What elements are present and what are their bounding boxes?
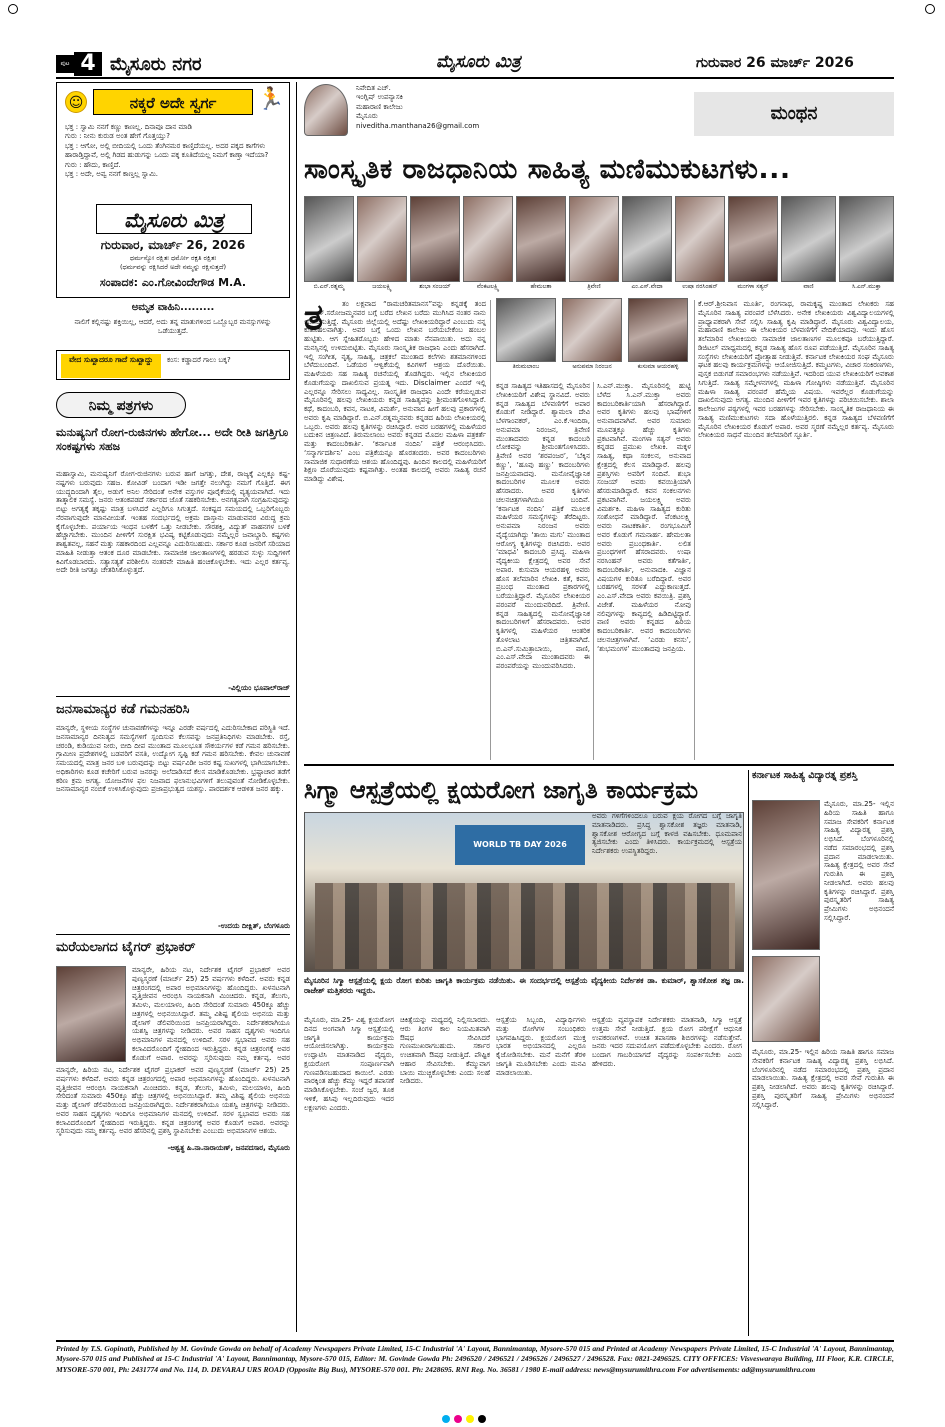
portrait [675, 196, 725, 282]
letter2-signature: -ಉದಯ ದೀಕ್ಷಿತ್, ಬೆಂಗಳೂರು [218, 922, 290, 930]
page-label: ಪುಟ [56, 55, 74, 73]
color-bar [440, 1408, 488, 1427]
portrait-caption: ಮಂಗಳಾ ಸತ್ಯನ್ [737, 283, 769, 290]
divider [56, 934, 290, 935]
tb-column-2: ಚಿಕಿತ್ಸೆಯನ್ನು ಮಧ್ಯದಲ್ಲಿ ನಿಲ್ಲಿಸಬಾರದು. ಆರು ತಿಂಗಳ ಕಾಲ ನಿಯಮಿತವಾಗಿ ಔಷಧ ಸೇವಿಸಿದರೆ ಗುಣಮುಖರಾಗಬಹುದು. ಸರ್ಕಾರ ಉಚಿತವಾಗಿ ಔಷಧ ನೀಡುತ್ತಿದೆ. ಪೌಷ್ಟಿಕ ಆಹಾರ ಸೇವಿಸಬೇಕು. ಕೆಮ್ಮುವಾಗ ಬಾಯಿ ಮುಚ್ಚಿಕೊಳ್ಳಬೇಕು ಎಂದು ಸಲಹೆ ನೀಡಿದರು. [400, 1016, 490, 1086]
letter3-signature: -ಆಶ್ವತ್ಥ ಹಿ.ನಾ.ನಾರಾಯಣ್, ಜನಪದಸಾರ, ಮೈಸೂರು [167, 1144, 290, 1152]
article-column-2: ಕನ್ನಡ ಸಾಹಿತ್ಯದ ಇತಿಹಾಸದಲ್ಲಿ ಮೈಸೂರಿನ ಲೇಖಕಿಯರಿಗೆ ವಿಶೇಷ ಸ್ಥಾನವಿದೆ. ಅವರು ಕನ್ನಡ ಸಾಹಿತ್ಯದ ಬೆಳವಣಿಗೆಗೆ ಅಪಾರ ಕೊಡುಗೆ ನೀಡಿದ್ದಾರೆ. ಶ್ಯಾಮಲಾ ದೇವಿ ಬೆಳಗಾಂವಕರ್, ಎಂ.ಕೆ.ಇಂದಿರಾ, ಅನುಪಮಾ ನಿರಂಜನ, ತ್ರಿವೇಣಿ ಮುಂತಾದವರು ಕನ್ನಡ ಕಾದಂಬರಿ ಲೋಕವನ್ನು ಶ್ರೀಮಂತಗೊಳಿಸಿದರು. ತ್ರಿವೇಣಿ ಅವರ ‘ಶರಪಂಜರ’, ‘ಬೆಕ್ಕಿನ ಕಣ್ಣು’, ‘ಹೂವು ಹಣ್ಣು’ ಕಾದಂಬರಿಗಳು ಜನಪ್ರಿಯವಾದವು. ಮನೋವೈಜ್ಞಾನಿಕ ಕಾದಂಬರಿಗಳ ಮೂಲಕ ಅವರು ಹೆಸರಾದರು. ಅವರ ಕೃತಿಗಳು ಚಲನಚಿತ್ರಗಳಾಗಿಯೂ ಬಂದಿವೆ. ‘ಕರ್ನಾಟಕ ನಂದಿನಿ’ ಪತ್ರಿಕೆ ಮೂಲಕ ಮಹಿಳೆಯರ ಸಮಸ್ಯೆಗಳನ್ನು ತೆರೆದಿಟ್ಟರು. ಅನುಪಮಾ ನಿರಂಜನ ಅವರು ವೈದ್ಯೆಯಾಗಿದ್ದು ‘ತಾಯಿ ಮಗು’ ಮುಂತಾದ ಆರೋಗ್ಯ ಕೃತಿಗಳನ್ನು ರಚಿಸಿದರು. ಅವರ ‘ಮಾಧವಿ’ ಕಾದಂಬರಿ ಪ್ರಸಿದ್ಧ. ಮಹಿಳಾ ವೈದ್ಯಕೀಯ ಕ್ಷೇತ್ರದಲ್ಲಿ ಅವರ ಸೇವೆ ಅಪಾರ. ಕುಸುಮಾ ಆಯರಹಳ್ಳಿ ಅವರು ಹೊಸ ತಲೆಮಾರಿನ ಲೇಖಕಿ. ಕತೆ, ಕವನ, ಪ್ರಬಂಧ ಮುಂತಾದ ಪ್ರಕಾರಗಳಲ್ಲಿ ಬರೆಯುತ್ತಿದ್ದಾರೆ. ಮೈಸೂರಿನ ಲೇಖಕಿಯರ ಪರಂಪರೆ ಮುಂದುವರಿದಿದೆ. ತ್ರಿವೇಣಿ. ಕನ್ನಡ ಸಾಹಿತ್ಯದಲ್ಲಿ ಮನೋವೈಜ್ಞಾನಿಕ ಕಾದಂಬರಿಗಳಿಗೆ ಹೆಸರಾದವರು. ಅವರ ಕೃತಿಗಳಲ್ಲಿ ಮಹಿಳೆಯರ ಆಂತರಿಕ ತೊಳಲಾಟ ಚಿತ್ರಿತವಾಗಿದೆ. ಬಿ.ಎನ್.ಸುಮಿತ್ರಾಬಾಯಿ, ವಾಣಿ, ಎಂ.ಎಸ್.ವೇದಾ ಮುಂತಾದವರು ಈ ಪರಂಪರೆಯನ್ನು ಮುಂದುವರಿಸಿದರು. [496, 382, 590, 670]
portrait-caption: ತ್ರಿವೇಣಿ [587, 283, 601, 290]
portrait [463, 196, 513, 282]
award-body-b: ಮೈಸೂರು, ಮಾ.25- ಇಲ್ಲಿನ ಹಿರಿಯ ಸಾಹಿತಿ ಹಾಗೂ ಸಮಾಜ ಸೇವಕರಿಗೆ ಕರ್ನಾಟಕ ಸಾಹಿತ್ಯ ವಿದ್ಯಾರತ್ನ ಪ್ರಶಸ್ತಿ ಲಭಿಸಿದೆ. ಬೆಂಗಳೂರಿನಲ್ಲಿ ನಡೆದ ಸಮಾರಂಭದಲ್ಲಿ ಪ್ರಶಸ್ತಿ ಪ್ರದಾನ ಮಾಡಲಾಯಿತು. ಸಾಹಿತ್ಯ ಕ್ಷೇತ್ರದಲ್ಲಿ ಅವರ ಸೇವೆ ಗುರುತಿಸಿ ಈ ಪ್ರಶಸ್ತಿ ನೀಡಲಾಗಿದೆ. ಅವರು ಹಲವು ಕೃತಿಗಳನ್ನು ರಚಿಸಿದ್ದಾರೆ. ಪ್ರಶಸ್ತಿ ಪುರಸ್ಕೃತರಿಗೆ ಸಾಹಿತ್ಯ ಪ್ರೇಮಿಗಳು ಅಭಿನಂದನೆ ಸಲ್ಲಿಸಿದ್ದಾರೆ. [752, 1048, 894, 1109]
cartoon-man-icon: 🏃 [257, 87, 285, 112]
portrait-caption: ಉಷಾ ನರಸಿಂಹನ್ [682, 283, 718, 290]
registration-mark [925, 4, 935, 14]
author-photo [304, 84, 348, 136]
proverb-box [56, 350, 290, 380]
portrait-caption: ಅನುಪಮಾ ನಿರಂಜನ [572, 363, 612, 370]
letter1-body: ಮಹಾಸ್ವಾಮಿ, ಮನುಷ್ಯನಿಗೆ ರೋಗ-ರುಜಿನಗಳು ಬರುವ ಹಾಗೆ ಜಗತ್ತು, ದೇಶ, ರಾಜ್ಯಕ್ಕೆ ಎಲ್ಲಕ್ಕೂ ಕಷ್ಟ-ನಷ್ಟಗಳು ಬರುವುದು ಸಹಜ. ಕೋವಿಡ್ ಬಂದಾಗ ಇಡೀ ಜಗತ್ತೇ ನಲುಗಿದ್ದು ನಮಗೆ ಗೊತ್ತಿದೆ. ಈಗ ಯುದ್ಧದಿಂದಾಗಿ ತೈಲ, ಅಡುಗೆ ಅನಿಲ ಸೇರಿದಂತೆ ಅನೇಕ ವಸ್ತುಗಳ ಪೂರೈಕೆಯಲ್ಲಿ ವ್ಯತ್ಯಯವಾಗಿದೆ. ಇದು ತಾತ್ಕಾಲಿಕ ಸಮಸ್ಯೆ. ಜನರು ಆತಂಕಪಡದೆ ಸರ್ಕಾರದ ಜೊತೆ ಸಹಕರಿಸಬೇಕು. ಅನಗತ್ಯವಾಗಿ ಸಂಗ್ರಹಿಸುವುದನ್ನು ಬಿಟ್ಟು ಅಗತ್ಯಕ್ಕೆ ತಕ್ಕಷ್ಟು ಮಾತ್ರ ಬಳಸಿದರೆ ಎಲ್ಲರಿಗೂ ಸಿಗುತ್ತದೆ. ಸಂಕಷ್ಟದ ಸಮಯದಲ್ಲಿ ಒಬ್ಬರಿಗೊಬ್ಬರು ನೆರವಾಗುವುದೇ ಮಾನವೀಯತೆ. ಇಂತಹ ಸಂದರ್ಭದಲ್ಲಿ ಅಕ್ರಮ ದಾಸ್ತಾನು ಮಾಡುವವರ ವಿರುದ್ಧ ಕ್ರಮ ಕೈಗೊಳ್ಳಬೇಕು. ಪರ್ಯಾಯ ಇಂಧನ ಬಳಕೆಗೆ ಒತ್ತು ನೀಡಬೇಕು. ಸೌರಶಕ್ತಿ, ವಿದ್ಯುತ್ ವಾಹನಗಳ ಬಳಕೆ ಹೆಚ್ಚಾಗಬೇಕು. ಮುಂದಿನ ಪೀಳಿಗೆಗೆ ಸುರಕ್ಷಿತ ಭವಿಷ್ಯ ಕಟ್ಟಿಕೊಡುವುದು ನಮ್ಮೆಲ್ಲರ ಜವಾಬ್ದಾರಿ. ಕಷ್ಟಗಳು ಶಾಶ್ವತವಲ್ಲ, ಸಹನೆ ಮತ್ತು ಸಹಕಾರದಿಂದ ಎಲ್ಲವನ್ನೂ ಎದುರಿಸಬಹುದು. ಸರ್ಕಾರ ಕೂಡ ಜನರಿಗೆ ಸರಿಯಾದ ಮಾಹಿತಿ ನೀಡುತ್ತಾ ಆತಂಕ ದೂರ ಮಾಡಬೇಕು. ಸಾಮಾಜಿಕ ಜಾಲತಾಣಗಳಲ್ಲಿ ಹರಡುವ ಸುಳ್ಳು ಸುದ್ದಿಗಳಿಗೆ ಕಿವಿಗೊಡಬಾರದು. ಸತ್ಯಾಸತ್ಯತೆ ಪರಿಶೀಲಿಸಿ ನಂತರವೇ ಮಾಹಿತಿ ಹಂಚಿಕೊಳ್ಳಬೇಕು. ಇದು ಎಲ್ಲರ ಕರ್ತವ್ಯ. ಅದೇ ರೀತಿ ಜಗತ್ತೂ ಚೇತರಿಸಿಕೊಳ್ಳುತ್ತದೆ. [56, 470, 290, 575]
portrait [781, 196, 836, 282]
letter2-title: ಜನಸಾಮಾನ್ಯರ ಕಡೆ ಗಮನಹರಿಸಿ [56, 702, 190, 717]
portrait-row [304, 196, 894, 300]
author-name: ನಿವೇದಿತ ಎಚ್. [356, 84, 391, 92]
divider [304, 764, 894, 766]
portrait [304, 196, 354, 282]
author-box [304, 84, 894, 144]
header-rule [56, 77, 894, 79]
divider [56, 696, 290, 697]
masthead [56, 198, 290, 298]
joke-line: ಭಕ್ತ : ಸ್ವಾಮಿ ನನಗೆ ಕಣ್ಣು ಕಾಣಲ್ಲ. ದಿನಾವೂ ದಾನ ಮಾಡಿ [65, 123, 193, 131]
amrutha-text: ನಾಲಿಗೆ ಕಲ್ಲಿನಷ್ಟು ಶಕ್ತಿಯಿಲ್ಲ, ಆದರೆ, ಅದು ತನ್ನ ಮಾತುಗಳಿಂದ ಒಬ್ಬೊಬ್ಬರ ಮನಸ್ಸುಗಳನ್ನು ಒಡೆಯುತ್ತದೆ. [74, 318, 272, 336]
letter3-body-a: ಮಾನ್ಯರೇ, ಹಿರಿಯ ನಟ, ನಿರ್ದೇಶಕ ಟೈಗರ್ ಪ್ರಭಾಕರ್ ಅವರ ಪುಣ್ಯಸ್ಮರಣೆ (ಮಾರ್ಚ್ 25) 25 ವರ್ಷಗಳು ಕಳೆದಿವೆ. ಅವರು ಕನ್ನಡ ಚಿತ್ರರಂಗದಲ್ಲಿ ಅಪಾರ ಅಭಿಮಾನಿಗಳನ್ನು ಹೊಂದಿದ್ದರು. ಖಳನಟನಾಗಿ ವೃತ್ತಿಜೀವನ ಆರಂಭಿಸಿ ನಾಯಕನಾಗಿ ಮಿಂಚಿದರು. ಕನ್ನಡ, ತೆಲುಗು, ತಮಿಳು, ಮಲಯಾಳಂ, ಹಿಂದಿ ಸೇರಿದಂತೆ ಸುಮಾರು 450ಕ್ಕೂ ಹೆಚ್ಚು ಚಿತ್ರಗಳಲ್ಲಿ ಅಭಿನಯಿಸಿದ್ದಾರೆ. ತಮ್ಮ ವಿಶಿಷ್ಟ ಶೈಲಿಯ ಅಭಿನಯ ಮತ್ತು ಡೈಲಾಗ್ ಡೆಲಿವರಿಯಿಂದ ಜನಪ್ರಿಯರಾಗಿದ್ದರು. ನಿರ್ದೇಶಕರಾಗಿಯೂ ಯಶಸ್ವಿ ಚಿತ್ರಗಳನ್ನು ನೀಡಿದರು. ಅವರ ಸಾಹಸ ದೃಶ್ಯಗಳು ಇಂದಿಗೂ ಅಭಿಮಾನಿಗಳ ಮನದಲ್ಲಿ ಉಳಿದಿವೆ. ಸರಳ ಸ್ವಭಾವದ ಅವರು ಸಹ ಕಲಾವಿದರೊಂದಿಗೆ ಸ್ನೇಹದಿಂದ ಇರುತ್ತಿದ್ದರು. ಕನ್ನಡ ಚಿತ್ರರಂಗಕ್ಕೆ ಅವರ ಕೊಡುಗೆ ಅಪಾರ. ಅವರನ್ನು ಸ್ಮರಿಸುವುದು ನಮ್ಮ ಕರ್ತವ್ಯ. ಅವರ [132, 966, 290, 1062]
event-banner: WORLD TB DAY 2026 [455, 825, 585, 865]
mantana-label: ಮಂಥನ [694, 92, 894, 136]
tb-column-4: ಅವರು ಗಳಿಗೆಗಳಿಂದಲೂ ಬರುವ ಕ್ಷಯ ರೋಗದ ಬಗ್ಗೆ ಜಾಗೃತಿ ಮಾತನಾಡಿದರು. ಪ್ರಸಿದ್ಧ ಶ್ವಾಸಕೋಶ ತಜ್ಞರು ಮಾತನಾಡಿ, ಶ್ವಾಸಕೋಶ ಆರೋಗ್ಯದ ಬಗ್ಗೆ ಕಾಳಜಿ ವಹಿಸಬೇಕು. ಧೂಮಪಾನ ತ್ಯಜಿಸಬೇಕು ಎಂದು ತಿಳಿಸಿದರು. ಕಾರ್ಯಕ್ರಮದಲ್ಲಿ ಆಸ್ಪತ್ರೆಯ ನಿರ್ದೇಶಕರು ಉಪಸ್ಥಿತರಿದ್ದರು. [592, 812, 742, 855]
joke-title: ನಕ್ಕರೆ ಅದೇ ಸ್ವರ್ಗ [93, 89, 253, 115]
masthead-name: ಮೈಸೂರು ಮಿತ್ರ [96, 204, 252, 234]
letters-section [56, 392, 290, 1392]
portrait [562, 298, 622, 362]
portrait-caption: ಸಿ.ಎನ್.ಮುಕ್ತಾ [851, 283, 882, 290]
portrait [516, 196, 566, 282]
amrutha-box [56, 300, 290, 348]
article-column-3: ಸಿ.ಎನ್.ಮುಕ್ತಾ. ಮೈಸೂರಿನಲ್ಲಿ ಹುಟ್ಟಿ ಬೆಳೆದ ಸಿ.ಎನ್.ಮುಕ್ತಾ ಅವರು ಕಾದಂಬರಿಕಾರ್ತಿಯಾಗಿ ಹೆಸರಾಗಿದ್ದಾರೆ. ಅವರ ಕೃತಿಗಳು ಹಲವು ಭಾಷೆಗಳಿಗೆ ಅನುವಾದವಾಗಿವೆ. ಅವರ ಸುಮಾರು ಮೂವತ್ತಕ್ಕೂ ಹೆಚ್ಚು ಕೃತಿಗಳು ಪ್ರಕಟವಾಗಿವೆ. ಮಂಗಳಾ ಸತ್ಯನ್ ಅವರು ಕನ್ನಡದ ಪ್ರಮುಖ ಲೇಖಕಿ. ಮಕ್ಕಳ ಸಾಹಿತ್ಯ, ಕಥಾ ಸಂಕಲನ, ಅನುವಾದ ಕ್ಷೇತ್ರದಲ್ಲಿ ಕೆಲಸ ಮಾಡಿದ್ದಾರೆ. ಹಲವು ಪ್ರಶಸ್ತಿಗಳು ಅವರಿಗೆ ಸಂದಿವೆ. ಶುಭಾ ಸಂಜಯ್ ಅವರು ಕವಯಿತ್ರಿಯಾಗಿ ಹೆಸರುಮಾಡಿದ್ದಾರೆ. ಕವನ ಸಂಕಲನಗಳು ಪ್ರಕಟವಾಗಿವೆ. ಜಯಲಕ್ಷ್ಮಿ ಅವರು ವಿಮರ್ಶಕಿ. ಮಹಿಳಾ ಸಾಹಿತ್ಯದ ಕುರಿತು ಸಂಶೋಧನೆ ಮಾಡಿದ್ದಾರೆ. ವೆಂಕಟಲಕ್ಷ್ಮಿ ಅವರು ನಾಟಕಕಾರ್ತಿ. ರಂಗಭೂಮಿಗೆ ಅವರ ಕೊಡುಗೆ ಗಮನಾರ್ಹ. ಹೇಮಲತಾ ಅವರು ಪ್ರಬಂಧಕಾರ್ತಿ. ಲಲಿತ ಪ್ರಬಂಧಗಳಿಗೆ ಹೆಸರಾದವರು. ಉಷಾ ನರಸಿಂಹನ್ ಅವರು ಕತೆಗಾರ್ತಿ, ಕಾದಂಬರಿಕಾರ್ತಿ, ಅನುವಾದಕಿ. ವಿಜ್ಞಾನ ವಿಷಯಗಳ ಕುರಿತೂ ಬರೆದಿದ್ದಾರೆ. ಅವರ ಬರಹಗಳಲ್ಲಿ ಸರಳತೆ ಎದ್ದುಕಾಣುತ್ತದೆ. ಎಂ.ಎಸ್.ವೇದಾ ಅವರು ಕವಯಿತ್ರಿ. ಪ್ರಶಸ್ತಿ ವಿಜೇತೆ. ಮಹಿಳೆಯರ ನೋವು ನಲಿವುಗಳನ್ನು ಕಾವ್ಯದಲ್ಲಿ ಹಿಡಿದಿಟ್ಟಿದ್ದಾರೆ. ವಾಣಿ ಅವರು ಕನ್ನಡದ ಹಿರಿಯ ಕಾದಂಬರಿಕಾರ್ತಿ. ಅವರ ಕಾದಂಬರಿಗಳು ಚಲನಚಿತ್ರಗಳಾಗಿವೆ. ‘ಎರಡು ಕನಸು’, ‘ಶುಭಮಂಗಳ’ ಮುಂತಾದವು ಜನಪ್ರಿಯ. [597, 382, 691, 653]
article-column-4: ಕೆ.ಆರ್.ಶ್ರೀನಿವಾಸ ಮೂರ್ತಿ, ರಂಗನಾಥ, ರಾಮಕೃಷ್ಣ ಮುಂತಾದ ಲೇಖಕರು ಸಹ ಮೈಸೂರಿನ ಸಾಹಿತ್ಯ ಪರಂಪರೆ ಬೆಳೆಸಿದರು. ಅನೇಕ ಲೇಖಕಿಯರು ವಿಶ್ವವಿದ್ಯಾಲಯಗಳಲ್ಲಿ ಪ್ರಾಧ್ಯಾಪಕರಾಗಿ ಸೇವೆ ಸಲ್ಲಿಸಿ ಸಾಹಿತ್ಯ ಕೃಷಿ ಮಾಡಿದ್ದಾರೆ. ಮೈಸೂರು ವಿಶ್ವವಿದ್ಯಾಲಯ, ಮಹಾರಾಣಿ ಕಾಲೇಜು ಈ ಲೇಖಕಿಯರ ಬೆಳವಣಿಗೆಗೆ ವೇದಿಕೆಯಾದವು. ಇಂದು ಹೊಸ ತಲೆಮಾರಿನ ಲೇಖಕಿಯರು ಸಾಮಾಜಿಕ ಜಾಲತಾಣಗಳ ಮೂಲಕವೂ ಬರೆಯುತ್ತಿದ್ದಾರೆ. ಡಿಜಿಟಲ್ ಮಾಧ್ಯಮದಲ್ಲಿ ಕನ್ನಡ ಸಾಹಿತ್ಯ ಹೊಸ ರೂಪ ಪಡೆಯುತ್ತಿದೆ. ಮೈಸೂರಿನ ಸಾಹಿತ್ಯ ಸಂಸ್ಥೆಗಳು ಲೇಖಕಿಯರಿಗೆ ಪ್ರೋತ್ಸಾಹ ನೀಡುತ್ತಿವೆ. ಕರ್ನಾಟಕ ಲೇಖಕಿಯರ ಸಂಘ ಮೈಸೂರು ಘಟಕ ಹಲವು ಕಾರ್ಯಕ್ರಮಗಳನ್ನು ಆಯೋಜಿಸುತ್ತಿದೆ. ಕಮ್ಮಟಗಳು, ವಿಚಾರ ಸಂಕಿರಣಗಳು, ಪುಸ್ತಕ ಬಿಡುಗಡೆ ಸಮಾರಂಭಗಳು ನಡೆಯುತ್ತಿವೆ. ಇದರಿಂದ ಯುವ ಲೇಖಕಿಯರಿಗೆ ಅವಕಾಶ ಸಿಗುತ್ತಿದೆ. ಸಾಹಿತ್ಯ ಸಮ್ಮೇಳನಗಳಲ್ಲಿ ಮಹಿಳಾ ಗೋಷ್ಠಿಗಳು ನಡೆಯುತ್ತಿವೆ. ಮೈಸೂರಿನ ಮಹಿಳಾ ಸಾಹಿತ್ಯ ಪರಂಪರೆ ಹೆಮ್ಮೆಯ ವಿಷಯ. ಇವರೆಲ್ಲರ ಕೊಡುಗೆಯನ್ನು ದಾಖಲಿಸುವುದು ಅಗತ್ಯ. ಮುಂದಿನ ಪೀಳಿಗೆಗೆ ಇವರ ಕೃತಿಗಳನ್ನು ಪರಿಚಯಿಸಬೇಕು. ಶಾಲಾ ಕಾಲೇಜುಗಳ ಪಠ್ಯಗಳಲ್ಲಿ ಇವರ ಬರಹಗಳನ್ನು ಸೇರಿಸಬೇಕು. ಸಾಂಸ್ಕೃತಿಕ ರಾಜಧಾನಿಯ ಈ ಸಾಹಿತ್ಯ ಮಣಿಮುಕುಟಗಳು ಸದಾ ಹೊಳೆಯುತ್ತಿರಲಿ. ಕನ್ನಡ ಸಾಹಿತ್ಯದ ಬೆಳವಣಿಗೆಗೆ ಮೈಸೂರಿನ ಲೇಖಕಿಯರ ಕೊಡುಗೆ ಅಪಾರ. ಅವರ ಸ್ಮರಣೆ ನಮ್ಮೆಲ್ಲರ ಕರ್ತವ್ಯ. ಮೈಸೂರು ಲೇಖಕಿಯರ ಸಾಧನೆ ಮುಂದಿನ ತಲೆಮಾರಿಗೆ ಸ್ಫೂರ್ತಿ. [698, 300, 894, 440]
portrait-caption: ಬಿ.ಎನ್.ರತ್ನಮ್ಮ [313, 283, 345, 290]
award-photo-2 [752, 956, 820, 1042]
masthead-date: ಗುರುವಾರ, ಮಾರ್ಚ್ 26, 2026 [100, 238, 246, 252]
letters-title: ನಿಮ್ಮ ಪತ್ರಗಳು [56, 392, 186, 418]
joke-line: ಭಕ್ತ : ಅದೇ, ಅವ್ವ ನನಗೆ ಕಾಣ್ತಲ್ಲ ಸ್ವಾಮಿ. [65, 170, 159, 179]
proverb-right: ಕಂಸ: ಕಡ್ಡಾದರೆ ಗಾಲು ಬಕ್ಕ? [167, 356, 231, 364]
letter2-body: ಮಾನ್ಯರೇ, ಸ್ಥಳೀಯ ಸಂಸ್ಥೆಗಳ ಚುನಾವಣೆಗಳನ್ನು ಇನ್ನೂ ಎರಡೇ ವರ್ಷದಲ್ಲಿ ಎದುರಿಸಬೇಕಾದ ಪರಿಸ್ಥಿತಿ ಇದೆ. ಜನಸಾಮಾನ್ಯರ ದಿನನಿತ್ಯದ ಸಮಸ್ಯೆಗಳಿಗೆ ಸ್ಪಂದಿಸುವ ಕೆಲಸವನ್ನು ಜನಪ್ರತಿನಿಧಿಗಳು ಮಾಡಬೇಕು. ರಸ್ತೆ, ಚರಂಡಿ, ಕುಡಿಯುವ ನೀರು, ಬೀದಿ ದೀಪ ಮುಂತಾದ ಮೂಲಭೂತ ಸೌಕರ್ಯಗಳ ಕಡೆ ಗಮನ ಹರಿಸಬೇಕು. ಗ್ರಾಮೀಣ ಪ್ರದೇಶಗಳಲ್ಲಿ ಬಡವರಿಗೆ ವಸತಿ, ಉದ್ಯೋಗ ಸೃಷ್ಟಿ ಕಡೆ ಗಮನ ಹರಿಸಬೇಕು. ಕೇವಲ ಚುನಾವಣೆ ಸಮಯದಲ್ಲಿ ಮಾತ್ರ ಜನರ ಬಳಿ ಬರುವುದನ್ನು ಬಿಟ್ಟು ವರ್ಷವಿಡೀ ಜನರ ಕಷ್ಟ ಸುಖಗಳಲ್ಲಿ ಭಾಗಿಯಾಗಬೇಕು. ಅಧಿಕಾರಿಗಳು ಕೂಡ ಕಚೇರಿಗೆ ಬರುವ ಜನರನ್ನು ಅಲೆದಾಡಿಸದೆ ಕೆಲಸ ಮಾಡಿಕೊಡಬೇಕು. ಭ್ರಷ್ಟಾಚಾರ ತಡೆಗೆ ಕಠಿಣ ಕ್ರಮ ಅಗತ್ಯ. ಯೋಜನೆಗಳ ಫಲ ನಿಜವಾದ ಫಲಾನುಭವಿಗಳಿಗೆ ತಲುಪುವಂತೆ ನೋಡಿಕೊಳ್ಳಬೇಕು. ಜನಸಾಮಾನ್ಯರ ನಂಬಿಕೆ ಉಳಿಸಿಕೊಳ್ಳುವುದು ಪ್ರಜಾಪ್ರಭುತ್ವದ ಯಶಸ್ಸು. ಪಾರದರ್ಶಕ ಆಡಳಿತ ಜನರ ಹಕ್ಕು. [56, 724, 290, 794]
masthead-motto: ಧರ್ಮಸ್ಯೋ ರಕ್ಷಿತಃ ಧರ್ಮೋ ರಕ್ಷತಿ ರಕ್ಷಿತಃ [129, 254, 217, 262]
portrait [628, 298, 688, 362]
divider [748, 770, 749, 1336]
portrait-caption: ತಿರುಮಲಾಂಬ [512, 363, 540, 370]
tb-headline: ಸಿಗ್ಮಾ ಆಸ್ಪತ್ರೆಯಲ್ಲಿ ಕ್ಷಯರೋಗ ಜಾಗೃತಿ ಕಾರ್ಯಕ್ರಮ [304, 776, 699, 804]
portrait [569, 196, 619, 282]
award-box [752, 770, 894, 1336]
portrait-caption: ಜಯಲಕ್ಷ್ಮಿ [372, 283, 392, 290]
portrait [622, 196, 672, 282]
column-divider [296, 82, 297, 1332]
portrait-caption: ಹೇಮಲತಾ [530, 283, 552, 290]
header-date: ಗುರುವಾರ 26 ಮಾರ್ಚ್ 2026 [696, 55, 854, 71]
imprint-footer: Printed by T.S. Gopinath, Published by M. Govinde Gowda on behalf of Academy Newspapers Private Limited, 15-C Industrial 'A' Layout, Bannimantap, Mysore-570 015 and Printed at Academy Newspapers Private Limited, 15-C Industrial 'A' Layout, Bannimantap, Mysore-570 015 and Published at 15-C Industrial 'A' Layout, Bannimantap, Mysore-570 015, Editor: M. Govinde Gowda Ph: 2496520 / 2496521 / 2496526 / 2496527 / 2496528. Fax: 0821-2496525. CITY OFFICES: Visveswaraya Building, III Floor, K.R. CIRCLE, MYSORE-570 001, Ph: 2431774 and No. 114, D. DEVARAJ URS ROAD (Opposite Big Bus), MYSORE-570 001. Ph: 2428695. RNI Reg. No. 36581 / 1980 E-mail address: news@mysurumithra.com For advertisements: ad@mysurumithra.com [56, 1344, 894, 1374]
award-photo [752, 800, 820, 950]
portrait-caption: ಕುಸುಮಾ ಆಯರಹಳ್ಳಿ [637, 363, 679, 370]
editor-line: ಸಂಪಾದಕ: ಎಂ.ಗೋವಿಂದೇಗೌಡ M.A. [99, 276, 247, 289]
portrait [357, 196, 407, 282]
award-body-a: ಮೈಸೂರು, ಮಾ.25- ಇಲ್ಲಿನ ಹಿರಿಯ ಸಾಹಿತಿ ಹಾಗೂ ಸಮಾಜ ಸೇವಕರಿಗೆ ಕರ್ನಾಟಕ ಸಾಹಿತ್ಯ ವಿದ್ಯಾರತ್ನ ಪ್ರಶಸ್ತಿ ಲಭಿಸಿದೆ. ಬೆಂಗಳೂರಿನಲ್ಲಿ ನಡೆದ ಸಮಾರಂಭದಲ್ಲಿ ಪ್ರಶಸ್ತಿ ಪ್ರದಾನ ಮಾಡಲಾಯಿತು. ಸಾಹಿತ್ಯ ಕ್ಷೇತ್ರದಲ್ಲಿ ಅವರ ಸೇವೆ ಗುರುತಿಸಿ ಈ ಪ್ರಶಸ್ತಿ ನೀಡಲಾಗಿದೆ. ಅವರು ಹಲವು ಕೃತಿಗಳನ್ನು ರಚಿಸಿದ್ದಾರೆ. ಪ್ರಶಸ್ತಿ ಪುರಸ್ಕೃತರಿಗೆ ಸಾಹಿತ್ಯ ಪ್ರೇಮಿಗಳು ಅಭಿನಂದನೆ ಸಲ್ಲಿಸಿದ್ದಾರೆ. [824, 800, 894, 922]
portrait-caption: ವಾಣಿ [803, 283, 814, 290]
letter1-title: ಮನುಷ್ಯನಿಗೆ ರೋಗ-ರುಜಿನಗಳು ಹೇಗೋ... ಅದೇ ರೀತಿ ಜಗತ್ತಿಗೂ ಸಂಕಷ್ಟಗಳು ಸಹಜ [56, 426, 289, 454]
header-paper-name: ಮೈಸೂರು ಮಿತ್ರ [436, 52, 521, 72]
divider [694, 300, 695, 760]
portrait-caption: ವೆಂಕಟಲಕ್ಷ್ಮಿ [476, 283, 500, 290]
proverb-left: ವೇದ ಸುಖ್ಖಾದರೂ ಗಾದೆ ಸುಖ್ಖಾದ್ದು [61, 354, 161, 378]
author-city: ಮೈಸೂರು [356, 112, 378, 121]
portrait [496, 298, 556, 362]
author-college: ಮಹಾರಾಣಿ ಕಾಲೇಜು [356, 102, 403, 111]
drop-cap: ತ [304, 297, 324, 338]
letter3-body-b: ಮಾನ್ಯರೇ, ಹಿರಿಯ ನಟ, ನಿರ್ದೇಶಕ ಟೈಗರ್ ಪ್ರಭಾಕರ್ ಅವರ ಪುಣ್ಯಸ್ಮರಣೆ (ಮಾರ್ಚ್ 25) 25 ವರ್ಷಗಳು ಕಳೆದಿವೆ. ಅವರು ಕನ್ನಡ ಚಿತ್ರರಂಗದಲ್ಲಿ ಅಪಾರ ಅಭಿಮಾನಿಗಳನ್ನು ಹೊಂದಿದ್ದರು. ಖಳನಟನಾಗಿ ವೃತ್ತಿಜೀವನ ಆರಂಭಿಸಿ ನಾಯಕನಾಗಿ ಮಿಂಚಿದರು. ಕನ್ನಡ, ತೆಲುಗು, ತಮಿಳು, ಮಲಯಾಳಂ, ಹಿಂದಿ ಸೇರಿದಂತೆ ಸುಮಾರು 450ಕ್ಕೂ ಹೆಚ್ಚು ಚಿತ್ರಗಳಲ್ಲಿ ಅಭಿನಯಿಸಿದ್ದಾರೆ. ತಮ್ಮ ವಿಶಿಷ್ಟ ಶೈಲಿಯ ಅಭಿನಯ ಮತ್ತು ಡೈಲಾಗ್ ಡೆಲಿವರಿಯಿಂದ ಜನಪ್ರಿಯರಾಗಿದ್ದರು. ನಿರ್ದೇಶಕರಾಗಿಯೂ ಯಶಸ್ವಿ ಚಿತ್ರಗಳನ್ನು ನೀಡಿದರು. ಅವರ ಸಾಹಸ ದೃಶ್ಯಗಳು ಇಂದಿಗೂ ಅಭಿಮಾನಿಗಳ ಮನದಲ್ಲಿ ಉಳಿದಿವೆ. ಸರಳ ಸ್ವಭಾವದ ಅವರು ಸಹ ಕಲಾವಿದರೊಂದಿಗೆ ಸ್ನೇಹದಿಂದ ಇರುತ್ತಿದ್ದರು. ಕನ್ನಡ ಚಿತ್ರರಂಗಕ್ಕೆ ಅವರ ಕೊಡುಗೆ ಅಪಾರ. ಅವರನ್ನು ಸ್ಮರಿಸುವುದು ನಮ್ಮ ಕರ್ತವ್ಯ. ಅವರ ಹೆಸರಿನಲ್ಲಿ ಪ್ರಶಸ್ತಿ ಸ್ಥಾಪಿಸಬೇಕು ಎಂಬುದು ಅಭಿಮಾನಿಗಳ ಆಶಯ. [56, 1066, 290, 1136]
amrutha-title: ಅಮೃತ ವಾಹಿನಿ......... [131, 302, 215, 313]
portrait-caption: ಶುಭಾ ಸಂಜಯ್ [419, 283, 451, 290]
registration-mark [8, 4, 18, 14]
letter1-signature: -ವಿಲ್ಲಿಯಂ ಭೂಪಾಲ್‌ರಾಜ್ [228, 684, 290, 692]
joke-line: ಗುರು : ನೀನು ಕುರುಡ ಅಂತ ಹೇಗೆ ಗೊತ್ತಯ್ತು? [65, 132, 170, 141]
portrait [728, 196, 778, 282]
article-column-1: ತಂ ಲಕ್ಷವಾದ “ರಾಮಚರಿತಮಾನಸ”ವನ್ನು ಕನ್ನಡಕ್ಕೆ ತಂದ ಎಂ.ಎಸ್.ಸರೋಜಮ್ಮನವರ ಬಗ್ಗೆ ಬರೆದ ಲೇಖನ ಬರೆದು ಮುಗಿಸಿದ ನಂತರ ನಾನು ಯೋಚಿಸುತ್ತಿದ್ದೆ. ಮೈಸೂರು ಜಿಲ್ಲೆಯಲ್ಲಿ ಅದೆಷ್ಟು ಲೇಖಕಿಯರಿದ್ದಾರೆ ಎಂಬುದು ನನ್ನ ಕುತೂಹಲವಾಗಿತ್ತು. ಅವರ ಬಗ್ಗೆ ಒಂದು ಲೇಖನ ಬರೆಯಬೇಕೆಂಬ ಹಂಬಲ ಹುಟ್ಟಿತು. ಆಗ ಸ್ನೇಹಿತರೊಬ್ಬರು ಹೇಳಿದ ಮಾತು ನೆನಪಾಯಿತು. ಅದು ನನ್ನ ಮನಸ್ಸಿನಲ್ಲಿ ಉಳಿದುಬಿಟ್ಟಿತು. ಮೈಸೂರು ಸಾಂಸ್ಕೃತಿಕ ರಾಜಧಾನಿ ಎಂದು ಹೆಸರಾಗಿದೆ. ಇಲ್ಲಿ ಸಂಗೀತ, ನೃತ್ಯ, ಸಾಹಿತ್ಯ, ಚಿತ್ರಕಲೆ ಮುಂತಾದ ಕಲೆಗಳು ಶತಮಾನಗಳಿಂದ ಬೆಳೆದುಬಂದಿವೆ. ಒಡೆಯರ ಆಳ್ವಿಕೆಯಲ್ಲಿ ಕವಿಗಳಿಗೆ ಆಶ್ರಯ ದೊರೆಯಿತು. ಮಹಿಳೆಯರು ಸಹ ಸಾಹಿತ್ಯ ರಚನೆಯಲ್ಲಿ ತೊಡಗಿದ್ದರು. ಇಲ್ಲಿನ ಲೇಖಕಿಯರ ಕೊಡುಗೆಯನ್ನು ದಾಖಲಿಸುವ ಪ್ರಯತ್ನ ಇದು. Disclaimer ಎಂದರೆ ಇಲ್ಲಿ ಎಲ್ಲರನ್ನೂ ಸೇರಿಸಲು ಸಾಧ್ಯವಿಲ್ಲ. ಸಾಂಸ್ಕೃತಿಕ ರಾಜಧಾನಿ ಎಂದೇ ಕರೆಯಲ್ಪಡುವ ಮೈಸೂರಿನಲ್ಲಿ ಹಲವು ಲೇಖಕಿಯರು ಕನ್ನಡ ಸಾಹಿತ್ಯವನ್ನು ಶ್ರೀಮಂತಗೊಳಿಸಿದ್ದಾರೆ. ಕಥೆ, ಕಾದಂಬರಿ, ಕವನ, ನಾಟಕ, ವಿಮರ್ಶೆ, ಅನುವಾದ ಹೀಗೆ ಹಲವು ಪ್ರಕಾರಗಳಲ್ಲಿ ಅವರು ಕೃಷಿ ಮಾಡಿದ್ದಾರೆ. ಬಿ.ಎನ್.ರತ್ನಮ್ಮನವರು ಕನ್ನಡದ ಹಿರಿಯ ಲೇಖಕಿಯರಲ್ಲಿ ಒಬ್ಬರು. ಅವರು ಹಲವು ಕೃತಿಗಳನ್ನು ರಚಿಸಿದ್ದಾರೆ. ಅವರ ಬರಹಗಳಲ್ಲಿ ಮಹಿಳೆಯರ ಬದುಕಿನ ಚಿತ್ರಣವಿದೆ. ತಿರುಮಲಾಂಬ ಅವರು ಕನ್ನಡದ ಮೊದಲ ಮಹಿಳಾ ಪತ್ರಕರ್ತೆ ಮತ್ತು ಕಾದಂಬರಿಕಾರ್ತಿ. ‘ಕರ್ನಾಟಕ ನಂದಿನಿ’ ಪತ್ರಿಕೆ ಆರಂಭಿಸಿದರು. ‘ಸನ್ಮಾರ್ಗದರ್ಶಿನಿ’ ಎಂಬ ಪತ್ರಿಕೆಯನ್ನೂ ಹೊರತಂದರು. ಅವರ ಕಾದಂಬರಿಗಳು ಸಾಮಾಜಿಕ ಸುಧಾರಣೆಯ ಆಶಯ ಹೊಂದಿದ್ದವು. ಹಿಂದಿನ ಕಾಲದಲ್ಲಿ ಮಹಿಳೆಯರಿಗೆ ಶಿಕ್ಷಣ ದೊರೆಯುವುದು ಕಷ್ಟವಾಗಿತ್ತು. ಅಂತಹ ಕಾಲದಲ್ಲಿ ಅವರು ಸಾಹಿತ್ಯ ರಚನೆ ಮಾಡಿದ್ದು ವಿಶೇಷ. [304, 300, 486, 483]
tb-photo-caption: ಮೈಸೂರಿನ ಸಿಗ್ಮಾ ಆಸ್ಪತ್ರೆಯಲ್ಲಿ ಕ್ಷಯ ರೋಗ ಕುರಿತು ಜಾಗೃತಿ ಕಾರ್ಯಕ್ರಮ ನಡೆಯಿತು. ಈ ಸಂದರ್ಭದಲ್ಲಿ ಆಸ್ಪತ್ರೆಯ ವೈದ್ಯಕೀಯ ನಿರ್ದೇಶಕ ಡಾ. ಕುಮಾರ್, ಶ್ವಾಸಕೋಶ ತಜ್ಞ ಡಾ. ರಾಜೇಶ್ ಮತ್ತಿತರರು ಇದ್ದರು. [304, 976, 744, 995]
laughing-face-icon: ☺ [65, 91, 87, 113]
tb-column-5: ಆಸ್ಪತ್ರೆಯ ವ್ಯವಸ್ಥಾಪಕ ನಿರ್ದೇಶಕರು ಮಾತನಾಡಿ, ಸಿಗ್ಮಾ ಆಸ್ಪತ್ರೆ ಉತ್ತಮ ಸೇವೆ ನೀಡುತ್ತಿದೆ. ಕ್ಷಯ ರೋಗ ಪರೀಕ್ಷೆಗೆ ಆಧುನಿಕ ಉಪಕರಣಗಳಿವೆ. ಉಚಿತ ತಪಾಸಣಾ ಶಿಬಿರಗಳನ್ನು ನಡೆಸುತ್ತೇವೆ. ಜನರು ಇದರ ಸದುಪಯೋಗ ಪಡೆದುಕೊಳ್ಳಬೇಕು ಎಂದರು. ರೋಗ ಬಂದಾಗ ಗಾಬರಿಯಾಗದೆ ವೈದ್ಯರನ್ನು ಸಂಪರ್ಕಿಸಬೇಕು ಎಂದು ಹೇಳಿದರು. [592, 1016, 742, 1068]
page-number: 4 [74, 52, 102, 76]
joke-line: ಗುರು : ಹೌದು, ಕಾಣ್ತಿದೆ. [65, 160, 121, 169]
mid-portraits [496, 298, 690, 376]
tb-column-1: ಮೈಸೂರು, ಮಾ.25- ವಿಶ್ವ ಕ್ಷಯರೋಗ ದಿನದ ಅಂಗವಾಗಿ ಸಿಗ್ಮಾ ಆಸ್ಪತ್ರೆಯಲ್ಲಿ ಜಾಗೃತಿ ಕಾರ್ಯಕ್ರಮ ಆಯೋಜಿಸಲಾಗಿತ್ತು. ಕಾರ್ಯಕ್ರಮ ಉದ್ಘಾಟಿಸಿ ಮಾತನಾಡಿದ ವೈದ್ಯರು, ಕ್ಷಯರೋಗ ಸಂಪೂರ್ಣವಾಗಿ ಗುಣಪಡಿಸಬಹುದಾದ ಕಾಯಿಲೆ. ಎರಡು ವಾರಕ್ಕಿಂತ ಹೆಚ್ಚು ಕೆಮ್ಮು ಇದ್ದರೆ ತಪಾಸಣೆ ಮಾಡಿಸಿಕೊಳ್ಳಬೇಕು. ಸಂಜೆ ಜ್ವರ, ತೂಕ ಇಳಿಕೆ, ಹಸಿವು ಇಲ್ಲದಿರುವುದು ಇದರ ಲಕ್ಷಣಗಳು ಎಂದರು. [304, 1016, 394, 1112]
tiger-prabhakar-photo [56, 966, 126, 1062]
joke-line: ಭಕ್ತ : ಆಗೋ, ಅಲ್ಲಿ ಬೀದಿಯಲ್ಲಿ ಒಂದು ತೆಂಗಿನಮರ ಕಾಣ್ತಿದೆಯಲ್ಲ. ಅದರ ಪಕ್ಕದ ಕಾಗೆಗಳು ಹಾರಾಡ್ತಿದ್ದಾವೆ, ಅಲ್ಲಿ ಗಿಡದ ಹುಡುಗನ್ನು ಒಂದು ಪಕ್ಕ ಕೂತಿದೆಯಲ್ಲ ನಿಮಗೆ ಕಾಣ್ತಾ ಇದೆಯಾ? [65, 141, 269, 160]
divider [593, 382, 594, 760]
author-email: niveditha.manthana26@gmail.com [356, 121, 480, 130]
portrait [410, 196, 460, 282]
article-headline: ಸಾಂಸ್ಕೃತಿಕ ರಾಜಧಾನಿಯ ಸಾಹಿತ್ಯ ಮಣಿಮುಕುಟಗಳು... [304, 154, 791, 185]
award-title: ಕರ್ನಾಟಕ ಸಾಹಿತ್ಯ ವಿದ್ಯಾರತ್ನ ಪ್ರಶಸ್ತಿ [752, 770, 858, 781]
masthead-motto-translation: (ಧರ್ಮವನ್ನು ರಕ್ಷಿಸಿದರೆ ಅದೇ ನಮ್ಮನ್ನು ರಕ್ಷಿಸುತ್ತದೆ) [120, 263, 226, 271]
portrait [839, 196, 894, 282]
portrait-caption: ಎಂ.ಎಸ್.ವೇದಾ [631, 283, 663, 290]
letter3-title: ಮರೆಯಲಾಗದ ಟೈಗರ್ ಪ್ರಭಾಕರ್ [56, 940, 196, 955]
divider [490, 300, 491, 760]
tb-column-3: ಆಸ್ಪತ್ರೆಯ ಸಿಬ್ಬಂದಿ, ವಿದ್ಯಾರ್ಥಿಗಳು ಮತ್ತು ರೋಗಿಗಳ ಸಂಬಂಧಿಕರು ಭಾಗವಹಿಸಿದ್ದರು. ಕ್ಷಯರೋಗ ಮುಕ್ತ ಭಾರತ ಅಭಿಯಾನದಲ್ಲಿ ಎಲ್ಲರೂ ಕೈಜೋಡಿಸಬೇಕು. ಮನೆ ಮನೆಗೆ ತೆರಳಿ ಜಾಗೃತಿ ಮೂಡಿಸಬೇಕು ಎಂದು ಮನವಿ ಮಾಡಲಾಯಿತು. [496, 1016, 586, 1077]
page-header [56, 52, 894, 76]
author-role: ಇಂಗ್ಲಿಷ್ ಉಪನ್ಯಾಸಕಿ [356, 93, 403, 102]
divider [56, 1340, 894, 1342]
section-title: ಮೈಸೂರು ನಗರ [110, 54, 202, 75]
